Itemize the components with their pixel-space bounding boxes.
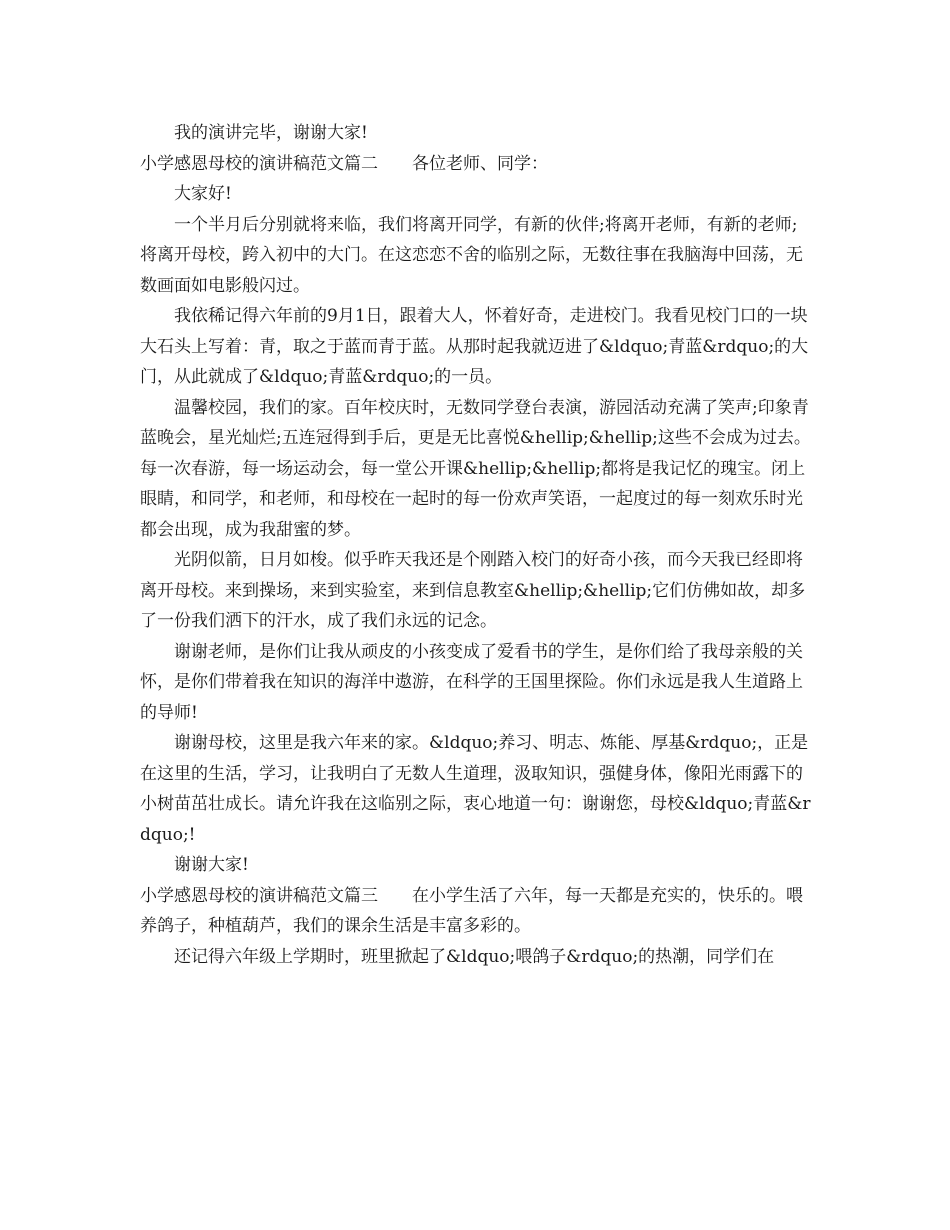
paragraph: 谢谢老师，是你们让我从顽皮的小孩变成了爱看书的学生，是你们给了我母亲般的关怀，是你们带着我在知识的海洋中遨游，在科学的王国里探险。你们永远是我人生道路上的导师! [140, 641, 803, 723]
paragraph-closing-2: 谢谢大家! [174, 855, 249, 875]
document-body [140, 118, 812, 972]
paragraph: 温馨校园，我们的家。百年校庆时，无数同学登台表演，游园活动充满了笑声;印象青蓝晚会，星光灿烂;五连冠得到手后，更是无比喜悦&hellip;&hellip;这些不会成为过去。每一次春游，每一场运动会，每一堂公开课&hellip;&hellip;都将是我记忆的瑰宝。闭上眼睛，和同学，和老师，和母校在一起时的每一份欢声笑语，一起度过的每一刻欢乐时光都会出现，成为我甜蜜的梦。 [140, 397, 811, 540]
section-heading-3: 小学感恩母校的演讲稿范文篇三 在小学生活了六年，每一天都是充实的，快乐的。喂养鸽子，种植葫芦，我们的课余生活是丰富多彩的。 [140, 885, 803, 936]
paragraph: 我依稀记得六年前的9月1日，跟着大人，怀着好奇，走进校门。我看见校门口的一块大石头上写着：青，取之于蓝而青于蓝。从那时起我就迈进了&ldquo;青蓝&rdquo;的大门，从此就成了&ldquo;青蓝&rdquo;的一员。 [140, 306, 809, 387]
paragraph: 谢谢母校，这里是我六年来的家。&ldquo;养习、明志、炼能、厚基&rdquo;，正是在这里的生活，学习，让我明白了无数人生道理，汲取知识，强健身体，像阳光雨露下的小树苗茁壮成长。请允许我在这临别之际，衷心地道一句：谢谢您，母校&ldquo;青蓝&rdquo;! [140, 733, 811, 845]
paragraph: 还记得六年级上学期时，班里掀起了&ldquo;喂鸽子&rdquo;的热潮，同学们在 [174, 946, 775, 967]
paragraph: 一个半月后分别就将来临，我们将离开同学，有新的伙伴;将离开老师，有新的老师;将离开母校，跨入初中的大门。在这恋恋不舍的临别之际，无数往事在我脑海中回荡，无数画面如电影般闪过。 [140, 214, 803, 296]
paragraph: 光阴似箭，日月如梭。似乎昨天我还是个刚踏入校门的好奇小孩，而今天我已经即将离开母校。来到操场，来到实验室，来到信息教室&hellip;&hellip;它们仿佛如故，却多了一份我们洒下的汗水，成了我们永远的记念。 [140, 550, 806, 631]
paragraph-greeting: 大家好! [174, 184, 232, 204]
paragraph-closing-1: 我的演讲完毕，谢谢大家! [174, 123, 368, 143]
section-heading-2: 小学感恩母校的演讲稿范文篇二 各位老师、同学： [140, 153, 548, 174]
